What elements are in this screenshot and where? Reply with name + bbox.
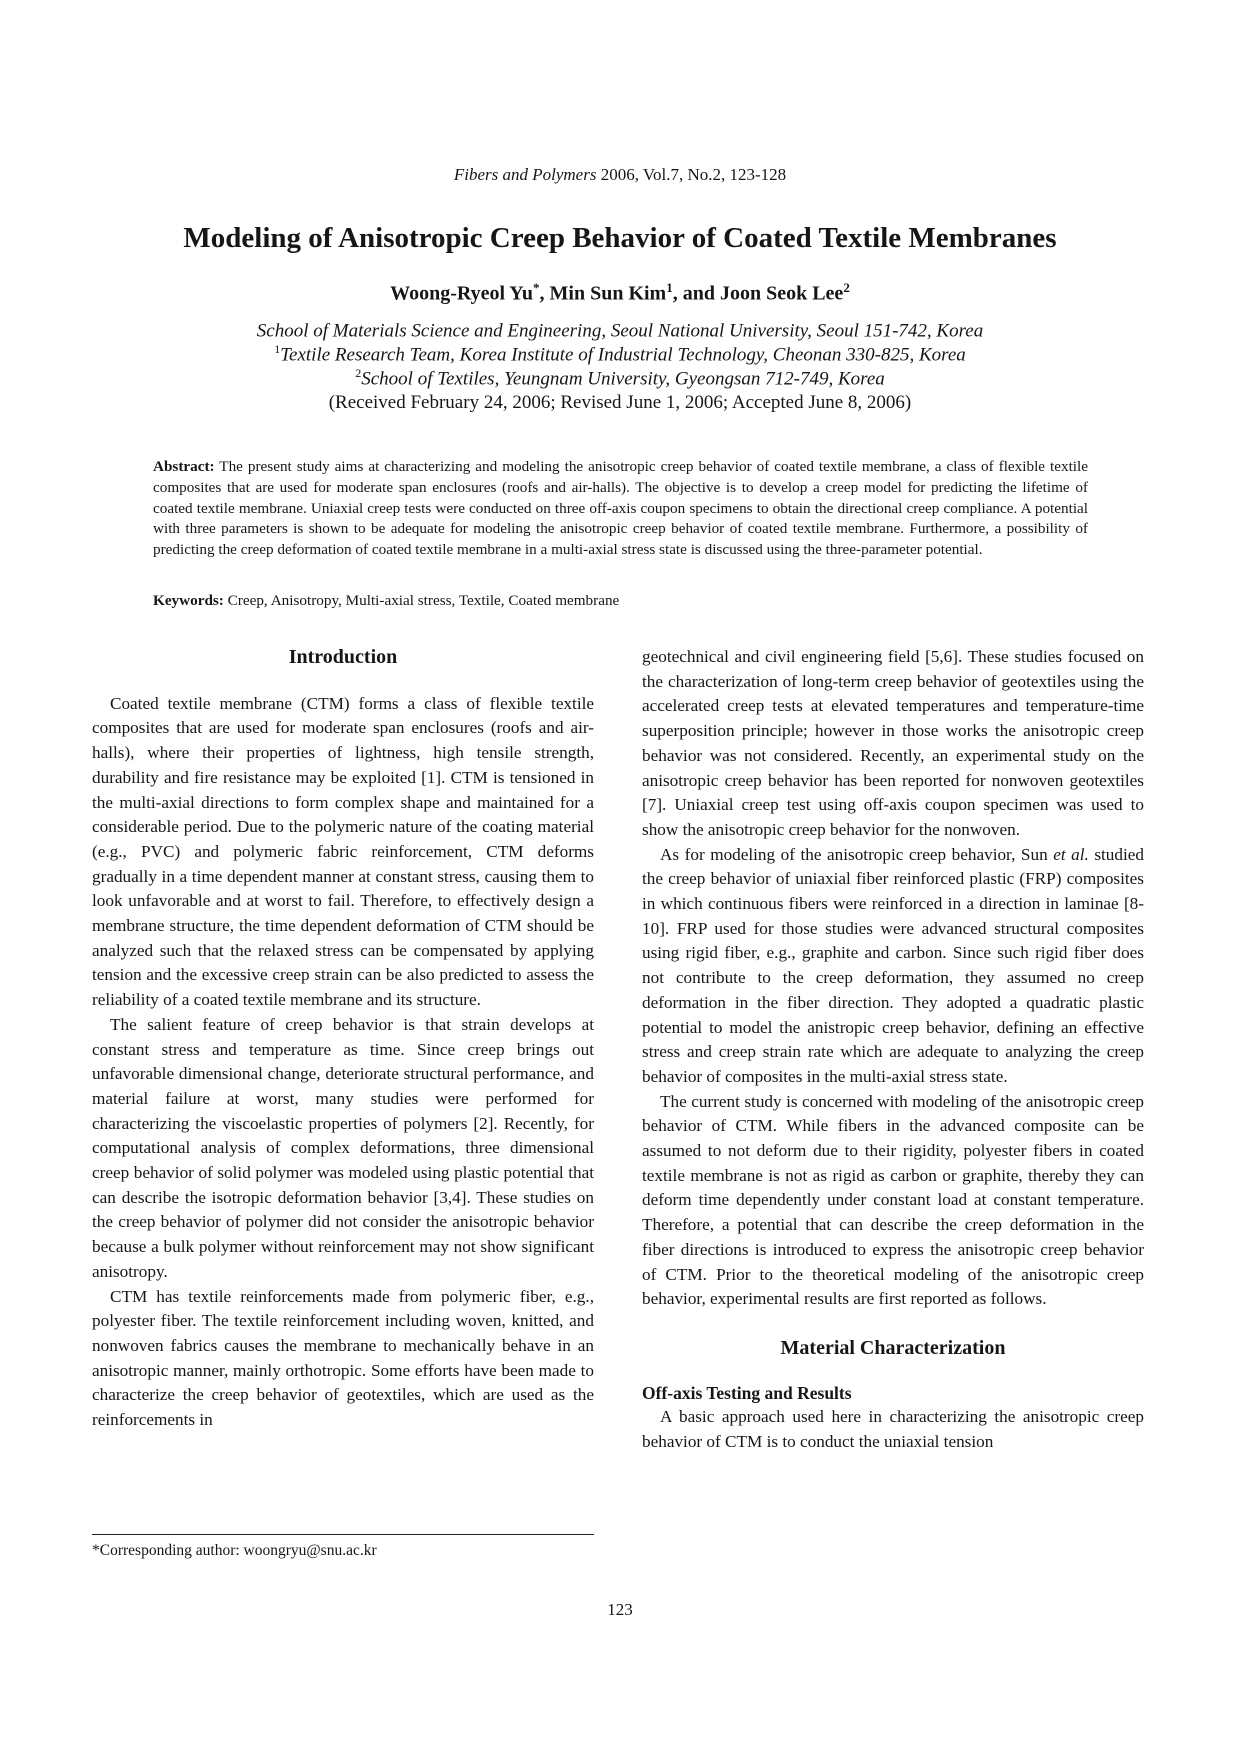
right-column: [642, 645, 1144, 1455]
affiliation-1: [0, 318, 1240, 342]
paper-title: Modeling of Anisotropic Creep Behavior of Coated Textile Membranes: [183, 222, 1057, 254]
body-paragraph: Coated textile membrane (CTM) forms a class of flexible textile composites that are used for moderate span enclosures (roofs and air-halls), where their properties of lightness, high tensile strength, durability and fire resistance may be exploited [1]. CTM is tensioned in the multi-axial directions to form complex shape and maintained for a considerable period. Due to the polymeric nature of the coating material (e.g., PVC) and polymeric fabric reinforcement, CTM deforms gradually in a time dependent manner at constant stress, causing them to look unfavorable and at worst to fail. Therefore, to effectively design a membrane structure, the time dependent deformation of CTM should be analyzed such that the relaxed stress can be compensated by applying tension and the excessive creep strain can be also predicted to assess the reliability of a coated textile membrane and its structure.: [92, 693, 594, 1010]
body-paragraph: A basic approach used here in characterizing the anisotropic creep behavior of CTM is to conduct the uniaxial tension: [642, 1407, 1144, 1452]
affiliation-mark: 2: [355, 366, 362, 380]
text-run: studied the creep behavior of uniaxial fiber reinforced plastic (FRP) composites in which continuous fibers were reinforced in a direction in laminae [8-10]. FRP used for those studies were advanced structural composites using rigid fiber, e.g., graphite and carbon. Since such rigid fiber does not contribute to the creep deformation, they assumed no creep deformation in the fiber direction. They adopted a quadratic plastic potential to model the anistropic creep behavior, defining an effective stress and creep strain rate which are adequate to analyzing the creep behavior of composites in the multi-axial stress state.: [642, 844, 1144, 1086]
body-paragraph: geotechnical and civil engineering field [5,6]. These studies focused on the characterization of long-term creep behavior of geotextiles using the accelerated creep tests at elevated temperatures and temperature-time superposition principle; however in those works the anisotropic creep behavior was not considered. Recently, an experimental study on the anisotropic creep behavior has been reported for nonwoven geotextiles [7]. Uniaxial creep test using off-axis coupon specimen was used to show the anisotropic creep behavior for the nonwoven.: [642, 647, 1144, 839]
author-separator: , and: [672, 282, 720, 305]
affiliation-text: Textile Research Team, Korea Institute of Industrial Technology, Cheonan 330-825, Korea: [280, 344, 966, 366]
received-dates: (Received February 24, 2006; Revised June 1, 2006; Accepted June 8, 2006): [328, 392, 912, 413]
author-separator: ,: [539, 282, 550, 305]
author-3-mark: 2: [843, 280, 850, 295]
section-heading-material-characterization: Material Characterization: [780, 1336, 1006, 1359]
abstract-label: Abstract:: [153, 458, 215, 475]
affiliation-mark: 1: [274, 342, 281, 356]
section-heading-introduction: Introduction: [288, 646, 398, 668]
left-column: [92, 645, 594, 1433]
keywords-label: Keywords:: [153, 592, 224, 609]
author-2-mark: 1: [666, 280, 673, 295]
keywords: [153, 592, 1088, 610]
page-number: 123: [607, 1600, 633, 1619]
author-list: [0, 280, 1240, 306]
affiliation-text: School of Textiles, Yeungnam University, Gyeongsan 712-749, Korea: [361, 368, 885, 390]
affiliation-3: [0, 366, 1240, 390]
journal-name: Fibers and Polymers: [453, 165, 597, 184]
body-paragraph: The salient feature of creep behavior is that strain develops at constant stress and temperature as time. Since creep brings out unfavorable dimensional change, deteriorate structural performance, and material failure at worst, many studies were performed for characterizing the viscoelastic properties of polymers [2]. Recently, for computational analysis of complex deformations, three dimensional creep behavior of solid polymer was modeled using plastic potential that can describe the isotropic deformation behavior [3,4]. These studies on the creep behavior of polymer did not consider the anisotropic behavior because a bulk polymer without reinforcement may not show significant anisotropy.: [92, 1014, 594, 1281]
abstract-text: The present study aims at characterizing and modeling the anisotropic creep behavior of coated textile membrane, a class of flexible textile composites that are used for moderate span enclosures (roofs and air-halls). The objective is to develop a creep model for predicting the lifetime of coated textile membrane. Uniaxial creep tests were conducted on three off-axis coupon specimens to obtain the directional creep compliance. A potential with three parameters is shown to be adequate for modeling the anisotropic creep behavior of coated textile membrane. Furthermore, a possibility of predicting the creep deformation of coated textile membrane in a multi-axial stress state is discussed using the three-parameter potential.: [153, 458, 1088, 559]
author-2: Min Sun Kim: [549, 282, 667, 305]
body-paragraph: The current study is concerned with modeling of the anisotropic creep behavior of CTM. While fibers in the advanced composite can be assumed to not deform due to their rigidity, polyester fibers in coated textile membrane is not as rigid as carbon or graphite, thereby they can deform time dependently under constant load at constant temperature. Therefore, a potential that can describe the creep deformation in the fiber directions is introduced to express the anisotropic creep behavior of CTM. Prior to the theoretical modeling of the anisotropic creep behavior, experimental results are first reported as follows.: [642, 1091, 1144, 1309]
journal-citation: 2006, Vol.7, No.2, 123-128: [596, 165, 787, 184]
author-1: Woong-Ryeol Yu: [390, 282, 534, 305]
affiliation-2: [0, 342, 1240, 366]
keywords-text: Creep, Anisotropy, Multi-axial stress, Textile, Coated membrane: [223, 592, 620, 609]
author-1-mark: *: [533, 280, 540, 295]
abstract: [153, 457, 1088, 561]
text-run: As for modeling of the anisotropic creep behavior, Sun: [660, 844, 1054, 864]
footnote-divider: [92, 1534, 594, 1535]
text-run-italic: et al.: [1053, 844, 1089, 864]
affiliation-text: School of Materials Science and Engineering, Seoul National University, Seoul 151-742, Korea: [256, 320, 984, 342]
author-3: Joon Seok Lee: [719, 282, 844, 305]
body-paragraph: [642, 843, 1144, 1090]
body-paragraph: CTM has textile reinforcements made from polymeric fiber, e.g., polyester fiber. The textile reinforcement including woven, knitted, and nonwoven fabrics causes the membrane to mechanically behave in an anisotropic manner, mainly orthotropic. Some efforts have been made to characterize the creep behavior of geotextiles, which are used as the reinforcements in: [92, 1286, 594, 1430]
corresponding-author-footnote: *Corresponding author: woongryu@snu.ac.kr: [92, 1542, 377, 1559]
journal-header: [0, 165, 1240, 185]
subsection-heading-off-axis: Off-axis Testing and Results: [642, 1382, 852, 1403]
